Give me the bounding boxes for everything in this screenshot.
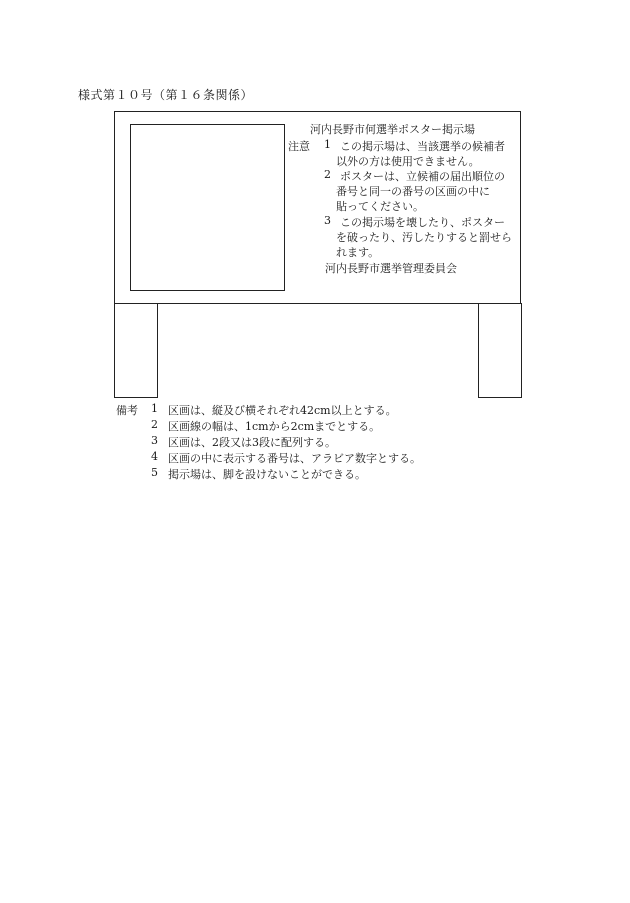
remark-text: 区画は、縦及び横それぞれ42cm以上とする。 bbox=[168, 404, 397, 417]
board-title: 河内長野市何選挙ポスター掲示場 bbox=[310, 123, 475, 136]
form-title: 様式第１０号（第１６条関係） bbox=[78, 88, 254, 102]
committee-name: 河内長野市選挙管理委員会 bbox=[325, 262, 457, 275]
remark-text: 区画は、2段又は3段に配列する。 bbox=[168, 436, 336, 449]
notice-line: この掲示場は、当該選挙の候補者 bbox=[340, 140, 505, 153]
board-leg-right bbox=[478, 303, 522, 398]
notice-label: 注意 bbox=[288, 140, 310, 153]
notice-line: この掲示場を壊したり、ポスター bbox=[340, 216, 505, 229]
remark-text: 掲示場は、脚を設けないことができる。 bbox=[168, 468, 366, 481]
remarks-label: 備考 bbox=[116, 404, 138, 417]
notice-number: 2 bbox=[324, 168, 331, 181]
notice-number: 1 bbox=[324, 138, 331, 151]
notice-line: 以外の方は使用できません。 bbox=[336, 155, 480, 168]
remark-number: 2 bbox=[151, 418, 158, 431]
remark-number: 4 bbox=[151, 450, 158, 463]
remark-number: 3 bbox=[151, 434, 158, 447]
remark-text: 区画の中に表示する番号は、アラビア数字とする。 bbox=[168, 452, 421, 465]
notice-line: を破ったり、汚したりすると罰せら bbox=[336, 231, 512, 244]
notice-line: 貼ってください。 bbox=[336, 200, 424, 213]
remark-number: 5 bbox=[151, 466, 158, 479]
poster-section-box bbox=[130, 124, 285, 291]
board-leg-left bbox=[114, 303, 158, 398]
notice-line: ポスターは、立候補の届出順位の bbox=[340, 170, 505, 183]
notice-line: れます。 bbox=[336, 246, 380, 259]
remark-number: 1 bbox=[151, 402, 158, 415]
remark-text: 区画線の幅は、1cmから2cmまでとする。 bbox=[168, 420, 381, 433]
notice-number: 3 bbox=[324, 214, 331, 227]
notice-line: 番号と同一の番号の区画の中に bbox=[336, 185, 490, 198]
